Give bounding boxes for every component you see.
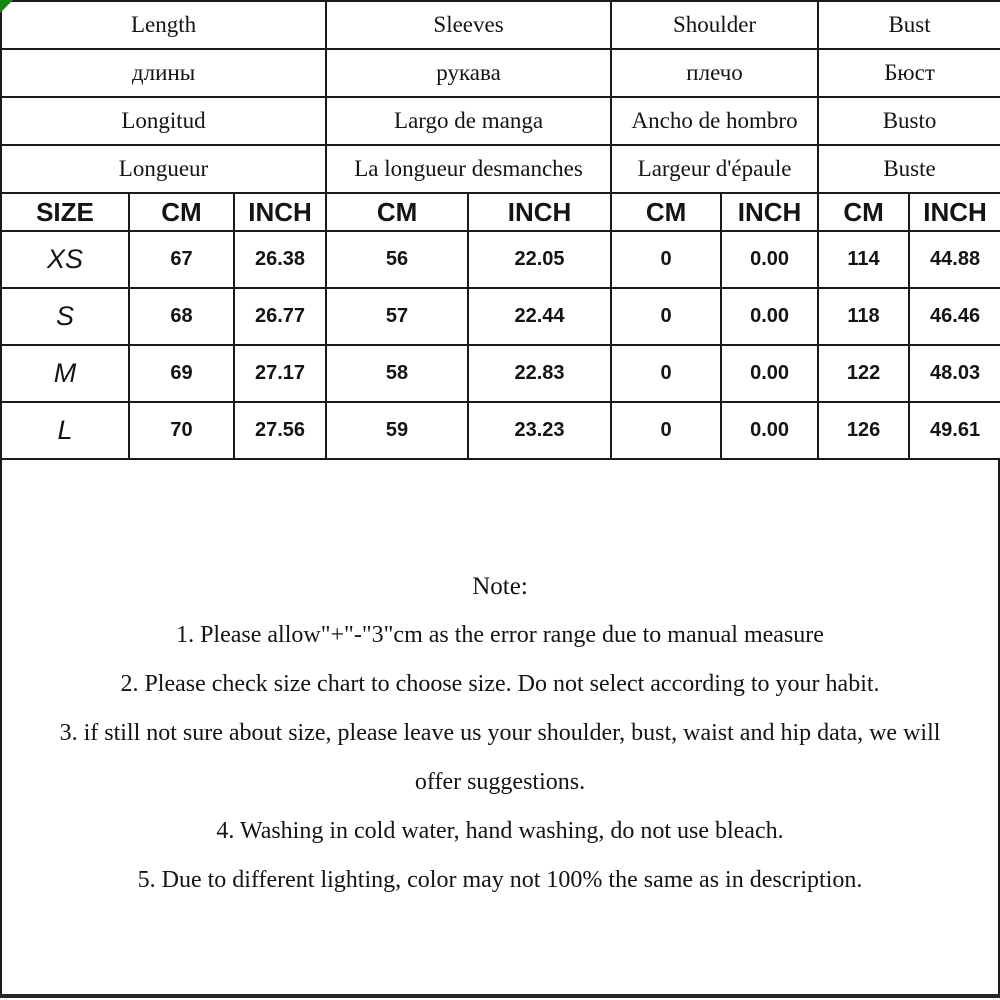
value-cell: 118: [818, 288, 909, 345]
header-bust-fr: Buste: [818, 145, 1000, 193]
size-row-m: [1, 345, 1000, 402]
value-cell: 69: [129, 345, 234, 402]
value-cell: 0: [611, 402, 721, 459]
unit-header-cell: CM: [611, 193, 721, 231]
header-row-spanish: [1, 97, 1000, 145]
header-row-french: [1, 145, 1000, 193]
value-cell: 46.46: [909, 288, 1000, 345]
value-cell: 0.00: [721, 402, 818, 459]
value-cell: 57: [326, 288, 468, 345]
header-row-english: [1, 1, 1000, 49]
value-cell: 49.61: [909, 402, 1000, 459]
value-cell: 22.44: [468, 288, 611, 345]
value-cell: 68: [129, 288, 234, 345]
value-cell: 0: [611, 288, 721, 345]
value-cell: 27.56: [234, 402, 326, 459]
size-row-s: [1, 288, 1000, 345]
value-cell: 58: [326, 345, 468, 402]
unit-header-cell: INCH: [721, 193, 818, 231]
unit-header-cell: INCH: [468, 193, 611, 231]
value-cell: 126: [818, 402, 909, 459]
header-shoulder-es: Ancho de hombro: [611, 97, 818, 145]
value-cell: 0.00: [721, 288, 818, 345]
size-row-xs: [1, 231, 1000, 288]
note-item-4: 4. Washing in cold water, hand washing, do not use bleach.: [216, 818, 784, 844]
note-item-1: 1. Please allow"+"-"3"cm as the error range due to manual measure: [176, 622, 824, 648]
value-cell: 0.00: [721, 231, 818, 288]
size-label-cell: M: [1, 345, 129, 402]
value-cell: 27.17: [234, 345, 326, 402]
note-title: Note:: [472, 573, 528, 600]
value-cell: 0: [611, 345, 721, 402]
unit-header-cell: CM: [326, 193, 468, 231]
header-row-russian: [1, 49, 1000, 97]
header-shoulder-en: Shoulder: [611, 1, 818, 49]
value-cell: 56: [326, 231, 468, 288]
note-item-3: 3. if still not sure about size, please leave us your shoulder, bust, waist and hip data, we will offer suggestions.: [59, 720, 941, 795]
header-sleeves-es: Largo de manga: [326, 97, 611, 145]
header-bust-es: Busto: [818, 97, 1000, 145]
value-cell: 0: [611, 231, 721, 288]
value-cell: 48.03: [909, 345, 1000, 402]
header-length-ru: длины: [1, 49, 326, 97]
header-bust-en: Bust: [818, 1, 1000, 49]
value-cell: 0.00: [721, 345, 818, 402]
value-cell: 67: [129, 231, 234, 288]
unit-header-cell: INCH: [234, 193, 326, 231]
size-label-cell: XS: [1, 231, 129, 288]
value-cell: 26.77: [234, 288, 326, 345]
value-cell: 70: [129, 402, 234, 459]
value-cell: 59: [326, 402, 468, 459]
value-cell: 44.88: [909, 231, 1000, 288]
note-section: [0, 460, 1000, 994]
corner-accent-triangle: [0, 0, 13, 13]
header-bust-ru: Бюст: [818, 49, 1000, 97]
size-label-cell: S: [1, 288, 129, 345]
header-sleeves-en: Sleeves: [326, 1, 611, 49]
value-cell: 114: [818, 231, 909, 288]
header-length-es: Longitud: [1, 97, 326, 145]
note-item-5: 5. Due to different lighting, color may not 100% the same as in description.: [137, 867, 863, 893]
value-cell: 23.23: [468, 402, 611, 459]
note-item-2: 2. Please check size chart to choose size. Do not select according to your habit.: [120, 671, 880, 697]
header-sleeves-ru: рукава: [326, 49, 611, 97]
size-chart-table: [0, 0, 1000, 460]
unit-header-cell: CM: [129, 193, 234, 231]
header-length-fr: Longueur: [1, 145, 326, 193]
header-sleeves-fr: La longueur desmanches: [326, 145, 611, 193]
bottom-border-bar: [0, 994, 1000, 998]
unit-header-cell: CM: [818, 193, 909, 231]
value-cell: 122: [818, 345, 909, 402]
size-label-cell: L: [1, 402, 129, 459]
unit-header-cell: INCH: [909, 193, 1000, 231]
value-cell: 22.05: [468, 231, 611, 288]
size-row-l: [1, 402, 1000, 459]
header-length-en: Length: [1, 1, 326, 49]
header-shoulder-fr: Largeur d'épaule: [611, 145, 818, 193]
value-cell: 22.83: [468, 345, 611, 402]
size-header-cell: SIZE: [1, 193, 129, 231]
header-shoulder-ru: плечо: [611, 49, 818, 97]
unit-header-row: [1, 193, 1000, 231]
value-cell: 26.38: [234, 231, 326, 288]
